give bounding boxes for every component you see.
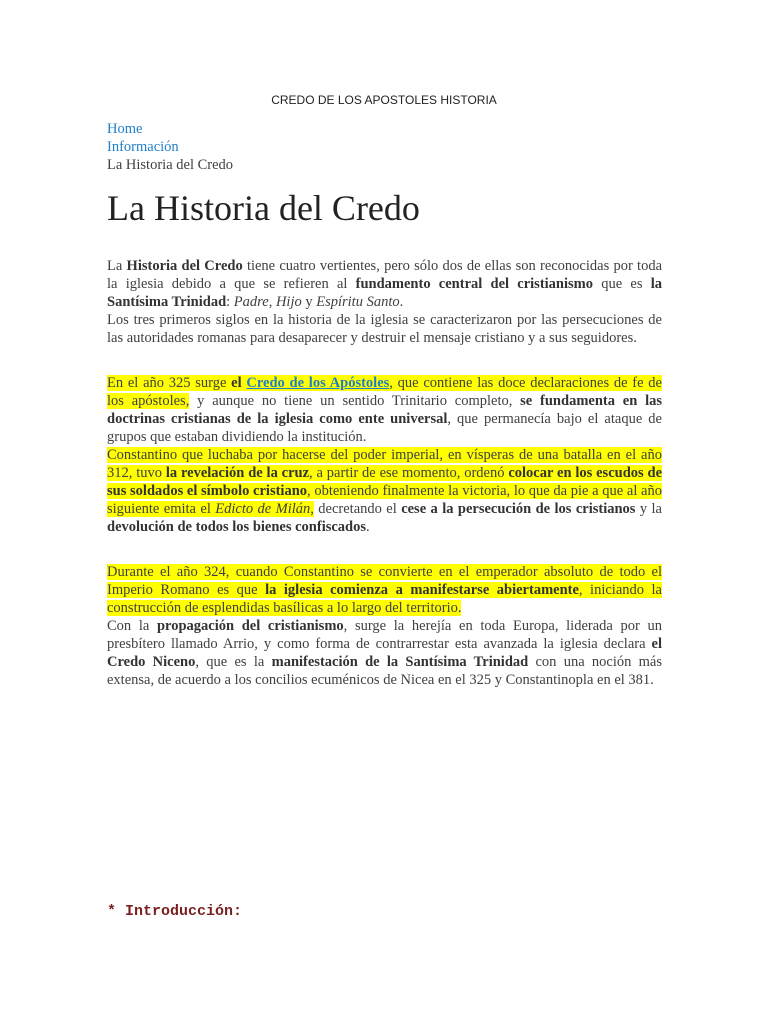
highlighted-bold-text: el	[231, 375, 247, 391]
text: :	[226, 294, 234, 310]
page-title: La Historia del Credo	[107, 188, 420, 228]
text: La	[107, 258, 127, 274]
text: .	[399, 294, 404, 310]
breadcrumb-info-link[interactable]: Información	[107, 139, 179, 155]
text: ,	[268, 294, 276, 310]
italic-text: Espíritu Santo	[316, 294, 400, 310]
text: y	[301, 294, 317, 310]
breadcrumb	[107, 120, 233, 174]
introduction-heading: * Introducción:	[107, 903, 243, 920]
bold-text: se fundamenta en las doctrinas cristianas de la iglesia como ente universal	[107, 393, 663, 427]
later-paragraphs	[107, 563, 662, 689]
text: , que permanecía bajo el ataque de grupos que estaban dividiendo la institución.	[107, 411, 662, 445]
highlighted-text: , que contiene las doce declaraciones de fe de los apóstoles,	[107, 375, 662, 409]
breadcrumb-current: La Historia del Credo	[107, 157, 234, 173]
paragraph-nicene-creed	[107, 617, 662, 689]
bold-text: devolución de todos los bienes confiscados	[107, 519, 367, 535]
text: , surge la herejía en toda Europa, liderada por un presbítero llamado Arrio, y como forma de contrarrestar esta avanzada la iglesia declara	[107, 618, 663, 652]
paragraph-year-324	[107, 563, 662, 617]
text: que es	[593, 276, 651, 292]
document-header-title: CREDO DE LOS APOSTOLES HISTORIA	[271, 93, 497, 107]
highlighted-text: , obteniendo finalmente la victoria, lo que da pie a que al año siguiente emita el	[107, 483, 662, 517]
intro-paragraphs	[107, 257, 662, 347]
bold-text: el Credo Niceno	[107, 636, 662, 670]
paragraph-persecutions: Los tres primeros siglos en la historia de la iglesia se caracterizaron por las persecuciones de las autoridades romanas para desaparecer y destruir el mensaje cristiano y a sus seguidores.	[107, 312, 662, 346]
bold-text: la Santísima Trinidad	[107, 276, 662, 310]
breadcrumb-home-link[interactable]: Home	[107, 121, 143, 137]
bold-text: propagación del cristianismo	[156, 618, 344, 634]
bold-text: cese a la persecución de los cristianos	[401, 501, 636, 517]
text: , que es la	[195, 654, 272, 670]
bold-text: fundamento central del cristianismo	[355, 276, 593, 292]
italic-text: Padre	[233, 294, 269, 310]
text: con una noción más extensa, de acuerdo a los concilios ecuménicos de Nicea en el 325 y Constantinopla en el 381.	[107, 654, 663, 688]
bold-text: manifestación de la Santísima Trinidad	[271, 654, 529, 670]
highlighted-italic-text: Edicto de Milán	[215, 501, 311, 517]
highlighted-text: Durante el año 324, cuando Constantino se convierte en el emperador absoluto de todo el Imperio Romano es que	[107, 564, 662, 598]
history-paragraphs	[107, 374, 662, 536]
paragraph-constantine	[107, 446, 662, 536]
text: Con la	[107, 618, 157, 634]
text: .	[366, 519, 370, 535]
highlighted-text: En el año 325 surge	[107, 375, 232, 391]
italic-text: Hijo	[275, 294, 302, 310]
text: decretando el	[313, 501, 402, 517]
highlighted-text: , iniciando la construcción de esplendidas basílicas a lo largo del territorio.	[107, 582, 662, 616]
highlighted-bold-text: la revelación de la cruz	[165, 465, 310, 481]
highlighted-bold-text: la iglesia comienza a manifestarse abiertamente	[265, 582, 579, 598]
highlighted-text: , a partir de ese momento, ordenó	[309, 465, 509, 481]
paragraph-apostles-creed	[107, 374, 662, 446]
bold-text: Historia del Credo	[126, 258, 243, 274]
highlighted-text: ,	[310, 501, 314, 517]
text: y aunque no tiene un sentido Trinitario completo,	[189, 393, 521, 409]
highlighted-bold-text: colocar en los escudos de sus soldados el símbolo cristiano	[107, 465, 663, 499]
text: y la	[635, 501, 662, 517]
highlighted-text: Constantino que luchaba por hacerse del poder imperial, en vísperas de una batalla en el año 312, tuvo	[107, 447, 662, 481]
text: tiene cuatro vertientes, pero sólo dos de ellas son reconocidas por toda la iglesia debido a que se refieren al	[107, 258, 663, 292]
paragraph-trinity	[107, 257, 662, 311]
credo-apostoles-link[interactable]: Credo de los Apóstoles	[246, 375, 390, 391]
